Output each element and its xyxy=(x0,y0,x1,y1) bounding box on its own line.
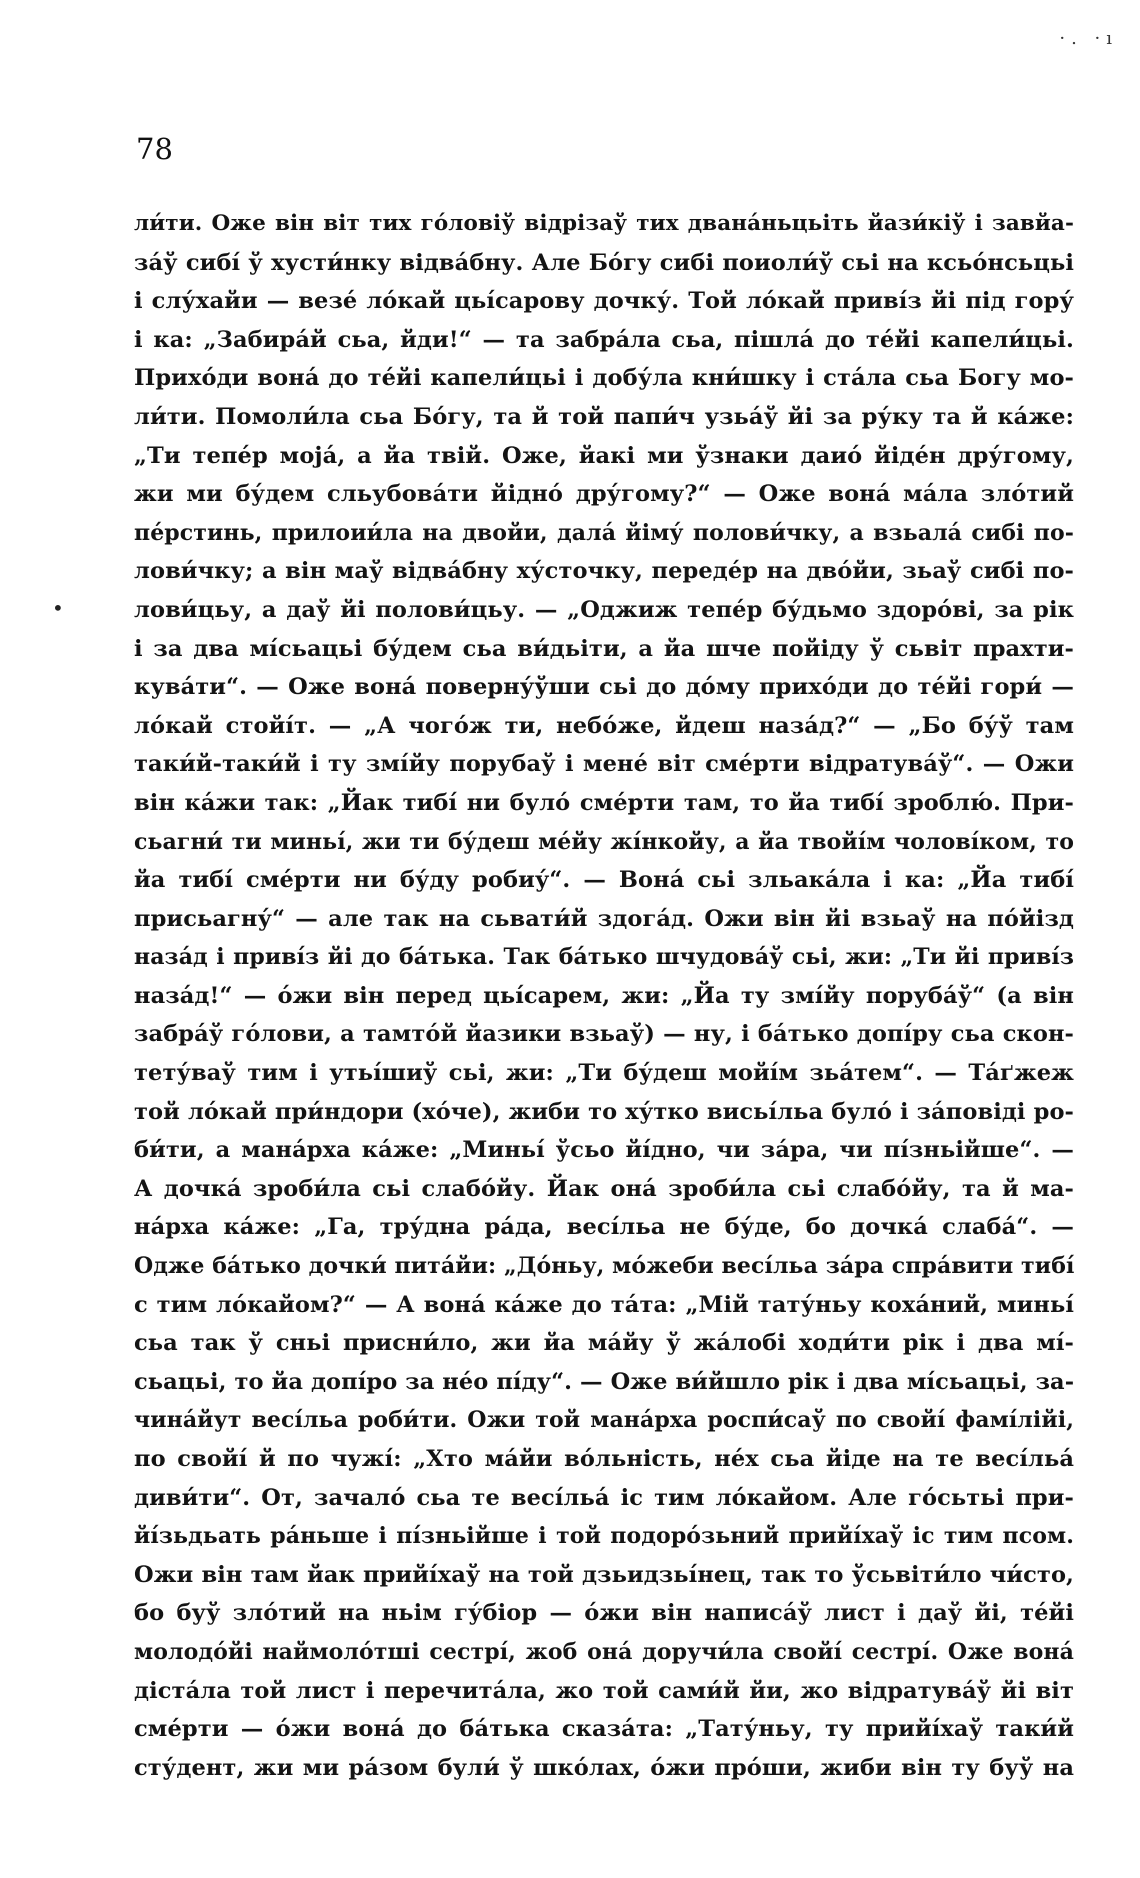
text-line: той ло́кай при́ндори (хо́че), жиби то ху́тко висьі́льа було́ і за́повіді ро- xyxy=(134,1098,1074,1125)
text-line: Прихо́ди вона́ до те́йі капели́цьі і добу́ла кни́шку і ста́ла сьа Богу мо- xyxy=(134,365,1074,392)
text-line: сме́рти — о́жи вона́ до ба́тька сказа́та: „Тату́ньу, ту прийі́хаў таки́й xyxy=(134,1716,1074,1743)
text-line: йі́зьдьать ра́ньше і пі́зньійше і той подоро́зьний прийі́хаў іс тим псом. xyxy=(134,1523,1074,1550)
text-line: він ка́жи так: „Йак тибі́ ни було́ сме́рти там, то йа тибі́ зроблю́. При- xyxy=(134,789,1074,816)
text-line: наза́д і приві́з йі до ба́тька. Так ба́тько шчудова́ў сьі, жи: „Ти йі приві́з xyxy=(134,944,1074,971)
text-line: лови́чку; а він маў відва́бну ху́сточку, переде́р на дво́йи, зьаў сибі по- xyxy=(134,558,1074,585)
text-line: і за два мі́сьацьі бу́дем сьа ви́дьіти, а йа шче пойіду ў сьвіт прахти- xyxy=(134,635,1074,662)
text-line: лови́цьу, а даў йі полови́цьу. — „Оджиж тепе́р бу́дьмо здоро́ві, за рік xyxy=(134,596,1074,623)
page-number: 78 xyxy=(136,132,173,166)
text-line: А дочка́ зроби́ла сьі слабо́йу. Йак она́ зроби́ла сьі слабо́йу, та й ма- xyxy=(134,1175,1074,1202)
text-line: „Ти тепе́р моја́, а йа твій. Оже, йакі ми ўзнаки даио́ йіде́н дру́гому, xyxy=(134,442,1074,469)
text-line: присьагну́“ — але так на сьвати́й здога́д. Ожи він йі взьаў на по́йізд xyxy=(134,905,1074,932)
text-line: за́ў сибі́ ў хусти́нку відва́бну. Але Бо́гу сибі поиоли́ў сьі на ксьо́нсьцьі xyxy=(134,249,1074,276)
text-line: діста́ла той лист і перечита́ла, жо той сами́й йи, жо відратува́ў йі віт xyxy=(134,1677,1074,1704)
text-line: таки́й-таки́й і ту змі́йу порубаў і мене́ віт сме́рти відратува́ў“. — Ожи xyxy=(134,751,1074,778)
text-line: чина́йут весі́льа роби́ти. Ожи той мана́рха роспи́саў по свойі́ фамі́лійі, xyxy=(134,1407,1074,1434)
text-line: диви́ти“. От, зачало́ сьа те весі́льа́ іс тим ло́кайом. Але го́сьтьі при- xyxy=(134,1484,1074,1511)
text-line: с тим ло́кайом?“ — А вона́ ка́же до та́та: „Мій тату́ньу коха́ний, миньі́ xyxy=(134,1291,1074,1318)
text-line: жи ми бу́дем сльубова́ти йідно́ дру́гому?“ — Оже вона́ ма́ла зло́тий xyxy=(134,481,1074,508)
text-line: тету́ваў тим і утьі́шиў сьі, жи: „Ти бу́деш мойі́м зьа́тем“. — Та́ґжеж xyxy=(134,1060,1074,1087)
text-line: пе́рстинь, прилоии́ла на двойи, дала́ йіму́ полови́чку, а взьала́ сибі по- xyxy=(134,519,1074,546)
text-line: сьа так ў сньі присни́ло, жи йа ма́йу ў жа́лобі ходи́ти рік і два мі́- xyxy=(134,1330,1074,1357)
text-line: забра́ў го́лови, а тамто́й йазики взьаў) — ну, і ба́тько допі́ру сьа скон- xyxy=(134,1021,1074,1048)
text-line: Одже ба́тько дочки́ пита́йи: „До́ньу, мо́жеби весі́льа за́ра спра́вити тибі́ xyxy=(134,1253,1075,1280)
margin-mark: • xyxy=(52,596,64,620)
text-line: бо буў зло́тий на ньім гу́біор — о́жи він написа́ў лист і даў йі, те́йі xyxy=(134,1600,1074,1627)
text-line: сьацьі, то йа допі́ро за не́о пі́ду“. — Оже ви́йшло рік і два мі́сьацьі, за- xyxy=(134,1368,1075,1395)
text-line: би́ти, а мана́рха ка́же: „Миньі́ ўсьо йі́дно, чи за́ра, чи пі́зньійше“. — xyxy=(134,1137,1074,1164)
text-line: і слу́хайи — везе́ ло́кай цьі́сарову дочку́. Той ло́кай приві́з йі під гору́ xyxy=(134,288,1074,315)
text-line: ли́ти. Помоли́ла сьа Бо́гу, та й той папи́ч узьа́ў йі за ру́ку та й ка́же: xyxy=(134,403,1074,430)
text-line: ли́ти. Оже він віт тих го́ловіў відрізаў тих двана́ньцьіть йази́кіў і завйа- xyxy=(134,211,1074,236)
text-line: ло́кай стойі́т. — „А чого́ж ти, небо́же, йдеш наза́д?“ — „Бо бу́ў там xyxy=(134,712,1074,739)
text-line: кува́ти“. — Оже вона́ поверну́ўши сьі до до́му прихо́ди до те́йі гори́ — xyxy=(134,674,1074,701)
body-text xyxy=(134,205,1074,1787)
text-line: йа тибі́ сме́рти ни бу́ду робиу́“. — Вона́ сьі зльака́ла і ка: „Йа тибі́ xyxy=(134,867,1074,894)
text-line: сьагни́ ти миньі́, жи ти бу́деш ме́йу жі́нкойу, а йа твойі́м чолові́ком, то xyxy=(134,828,1074,855)
text-line: на́рха ка́же: „Га, тру́дна ра́да, весі́льа не бу́де, бо дочка́ слаба́“. — xyxy=(134,1214,1074,1241)
text-line: сту́дент, жи ми ра́зом були́ ў шко́лах, о́жи про́ши, жиби він ту буў на xyxy=(134,1754,1074,1781)
text-line: і ка: „Забира́й сьа, йди!“ — та забра́ла сьа, пішла́ до те́йі капели́цьі. xyxy=(134,326,1074,353)
text-line: молодо́йі наймоло́тші сестрі́, жоб она́ доручи́ла свойі́ сестрі́. Оже вона́ xyxy=(134,1638,1074,1665)
text-line: по свойі́ й по чужі́: „Хто ма́йи во́льність, не́х сьа йіде на те весі́льа́ xyxy=(134,1446,1074,1472)
scan-corner-marks: ·. ·ı xyxy=(1059,28,1118,49)
text-line: наза́д!“ — о́жи він перед цьі́сарем, жи: „Йа ту змі́йу поруба́ў“ (а він xyxy=(134,982,1074,1009)
text-line: Ожи він там йак прийі́хаў на той дзьидзьі́нец, так то ўсьвіти́ло чи́сто, xyxy=(134,1561,1074,1588)
